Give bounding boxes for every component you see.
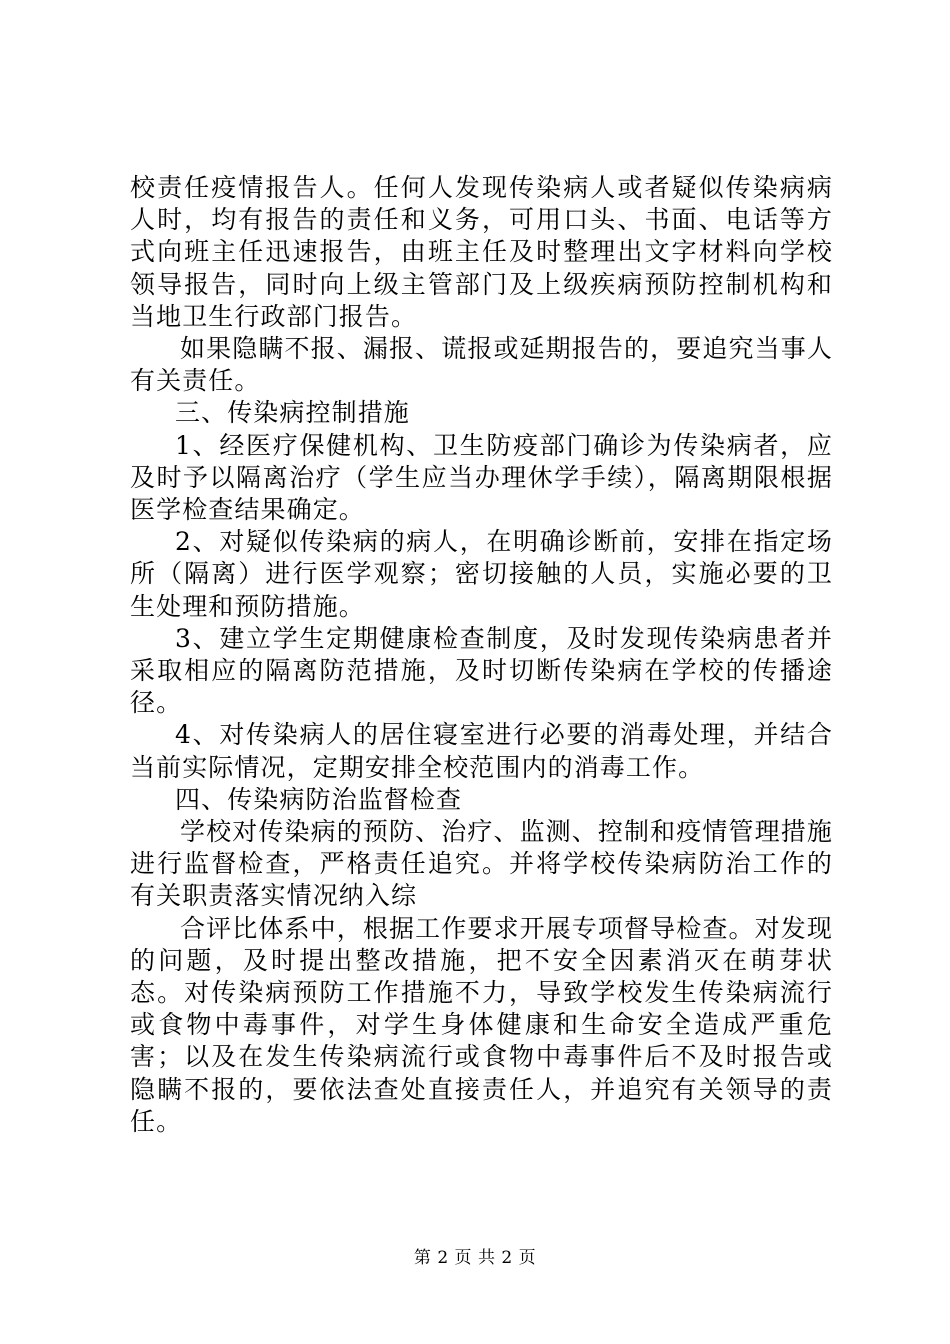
section-heading-supervision: 四、传染病防治监督检查 <box>175 784 463 814</box>
paragraph-evaluation: 合评比体系中，根据工作要求开展专项督导检查。对发现的问题，及时提出整改措施，把不安全因素消灭在萌芽状态。对传染病预防工作措施不力，导致学校发生传染病流行或食物中毒事件，对学生身体健康和生命安全造成严重危害；以及在发生传染病流行或食物中毒事件后不及时报告或隐瞒不报的，要依法查处直接责任人，并追究有关领导的责任。 <box>130 913 833 1136</box>
page-number-footer: 第 2 页 共 2 页 <box>413 1248 537 1268</box>
paragraph-concealment-liability: 如果隐瞒不报、漏报、谎报或延期报告的，要追究当事人有关责任。 <box>130 334 833 396</box>
paragraph-measure-3: 3、建立学生定期健康检查制度，及时发现传染病患者并采取相应的隔离防范措施，及时切断传染病在学校的传播途径。 <box>130 623 833 718</box>
document-body <box>130 172 833 1138</box>
paragraph-report-duty: 校责任疫情报告人。任何人发现传染病人或者疑似传染病病人时，均有报告的责任和义务，可用口头、书面、电话等方式向班主任迅速报告，由班主任及时整理出文字材料向学校领导报告，同时向上级主管部门及上级疾病预防控制机构和当地卫生行政部门报告。 <box>130 173 833 331</box>
paragraph-measure-2: 2、对疑似传染病的病人，在明确诊断前，安排在指定场所（隔离）进行医学观察；密切接触的人员，实施必要的卫生处理和预防措施。 <box>130 527 833 621</box>
paragraph-measure-1: 1、经医疗保健机构、卫生防疫部门确诊为传染病者，应及时予以隔离治疗（学生应当办理休学手续），隔离期限根据医学检查结果确定。 <box>130 430 833 525</box>
section-heading-control-measures: 三、传染病控制措施 <box>175 398 410 428</box>
paragraph-measure-4: 4、对传染病人的居住寝室进行必要的消毒处理，并结合当前实际情况，定期安排全校范围内的消毒工作。 <box>130 720 833 782</box>
paragraph-supervision: 学校对传染病的预防、治疗、监测、控制和疫情管理措施进行监督检查，严格责任追究。并将学校传染病防治工作的有关职责落实情况纳入综 <box>130 817 833 911</box>
